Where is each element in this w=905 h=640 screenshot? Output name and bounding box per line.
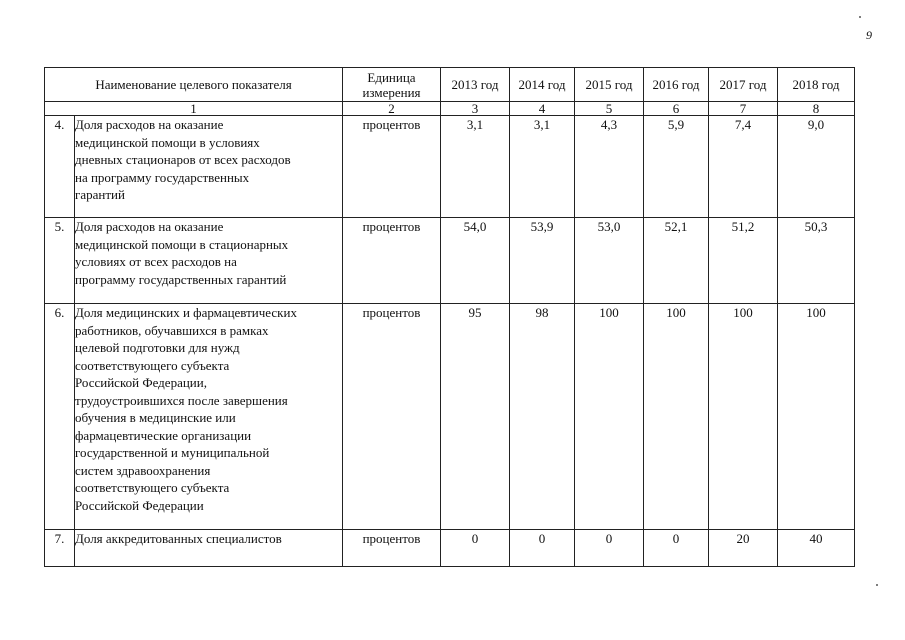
table-row <box>45 304 855 530</box>
description-line: медицинской помощи в стационарных <box>75 236 289 252</box>
value-cell: 54,0 <box>441 218 510 304</box>
description-line: на программу государственных <box>75 169 250 185</box>
value-cell: 53,0 <box>575 218 644 304</box>
indicator-description <box>75 218 343 304</box>
column-number: 5 <box>575 102 644 116</box>
value-cell: 95 <box>441 304 510 530</box>
description-line: Доля расходов на оказание <box>75 117 224 132</box>
description-line: систем здравоохранения <box>75 462 211 478</box>
unit-cell: процентов <box>343 218 441 304</box>
target-indicators-table <box>44 67 855 567</box>
description-line: условиях от всех расходов на <box>75 254 237 269</box>
value-cell: 9,0 <box>778 116 855 218</box>
header-year: 2018 год <box>778 68 855 102</box>
page-number: 9 <box>866 28 872 42</box>
value-cell: 53,9 <box>510 218 575 304</box>
header-indicator-name: Наименование целевого показателя <box>45 68 343 102</box>
indicator-description <box>75 116 343 218</box>
column-number: 8 <box>778 102 855 116</box>
value-cell: 100 <box>644 304 709 530</box>
description-line: соответствующего субъекта <box>75 357 230 373</box>
header-unit <box>343 68 441 102</box>
column-number: 2 <box>343 102 441 116</box>
header-unit-line: измерения <box>362 84 421 100</box>
header-unit-line: Единица <box>367 69 416 85</box>
value-cell: 52,1 <box>644 218 709 304</box>
description-line: соответствующего субъекта <box>75 480 230 495</box>
header-year: 2016 год <box>644 68 709 102</box>
value-cell: 50,3 <box>778 218 855 304</box>
value-cell: 40 <box>778 530 855 567</box>
unit-cell: процентов <box>343 116 441 218</box>
header-year: 2013 год <box>441 68 510 102</box>
header-year: 2014 год <box>510 68 575 102</box>
value-cell: 3,1 <box>441 116 510 218</box>
description-line: Доля медицинских и фармацевтических <box>75 305 297 320</box>
value-cell: 0 <box>510 530 575 567</box>
column-number: 6 <box>644 102 709 116</box>
unit-cell: процентов <box>343 530 441 567</box>
indicator-description <box>75 530 343 567</box>
description-line: обучения в медицинские или <box>75 410 236 425</box>
column-number: 4 <box>510 102 575 116</box>
value-cell: 0 <box>644 530 709 567</box>
description-line: Доля расходов на оказание <box>75 219 224 234</box>
scan-speck <box>876 584 878 586</box>
description-line: гарантий <box>75 187 125 202</box>
value-cell: 4,3 <box>575 116 644 218</box>
value-cell: 5,9 <box>644 116 709 218</box>
header-row <box>45 68 855 102</box>
value-cell: 100 <box>778 304 855 530</box>
description-line: целевой подготовки для нужд <box>75 340 240 355</box>
unit-cell: процентов <box>343 304 441 530</box>
description-line: Российской Федерации, <box>75 375 207 390</box>
value-cell: 3,1 <box>510 116 575 218</box>
row-index: 7. <box>45 530 75 567</box>
row-index: 5. <box>45 218 75 304</box>
value-cell: 100 <box>575 304 644 530</box>
value-cell: 100 <box>709 304 778 530</box>
description-line: трудоустроившихся после завершения <box>75 392 288 408</box>
indicator-description <box>75 304 343 530</box>
row-index: 4. <box>45 116 75 218</box>
value-cell: 20 <box>709 530 778 567</box>
table-row <box>45 116 855 218</box>
description-line: Российской Федерации <box>75 497 204 513</box>
description-line: фармацевтические организации <box>75 427 252 443</box>
description-line: программу государственных гарантий <box>75 271 287 287</box>
description-line: работников, обучавшихся в рамках <box>75 322 269 338</box>
description-line: государственной и муниципальной <box>75 445 270 460</box>
value-cell: 98 <box>510 304 575 530</box>
table-row <box>45 530 855 567</box>
value-cell: 51,2 <box>709 218 778 304</box>
column-number-row <box>45 102 855 116</box>
column-number: 7 <box>709 102 778 116</box>
header-year: 2017 год <box>709 68 778 102</box>
value-cell: 0 <box>575 530 644 567</box>
description-line: медицинской помощи в условиях <box>75 134 260 150</box>
value-cell: 7,4 <box>709 116 778 218</box>
column-number: 3 <box>441 102 510 116</box>
header-year: 2015 год <box>575 68 644 102</box>
table-row <box>45 218 855 304</box>
value-cell: 0 <box>441 530 510 567</box>
column-number: 1 <box>45 102 343 116</box>
row-index: 6. <box>45 304 75 530</box>
description-line: Доля аккредитованных специалистов <box>75 531 282 546</box>
description-line: дневных стационаров от всех расходов <box>75 152 291 167</box>
scan-speck <box>859 16 861 18</box>
